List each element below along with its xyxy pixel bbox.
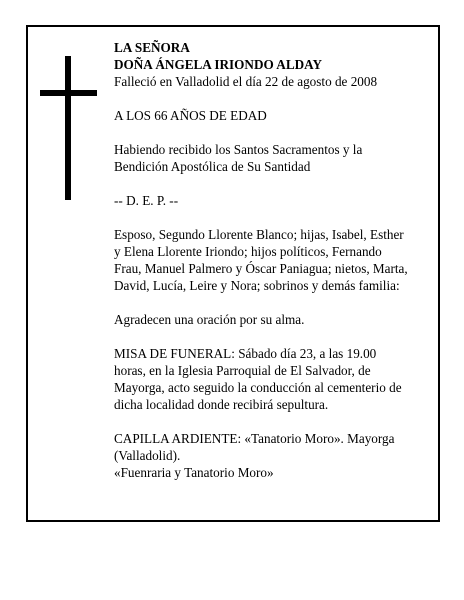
obituary-notice [26,25,440,522]
family-line-4: David, Lucía, Leire y Nora; sobrinos y demás familia: [114,278,400,293]
latin-cross-icon [40,56,97,200]
family-line-2: y Elena Llorente Iriondo; hijos políticos, Fernando [114,244,382,259]
rip-line: -- D. E. P. -- [114,193,179,208]
age-line: A LOS 66 AÑOS DE EDAD [114,108,267,123]
funeral-line-3: Mayorga, acto seguido la conducción al cementerio de [114,380,402,395]
spacer [114,90,420,107]
deceased-name: DOÑA ÁNGELA IRIONDO ALDAY [114,57,322,72]
sacraments-line-1: Habiendo recibido los Santos Sacramentos y la [114,142,363,157]
spacer [114,124,420,141]
cross-horizontal-bar [40,90,97,96]
funeral-line-1: MISA DE FUNERAL: Sábado día 23, a las 19.00 [114,346,377,361]
funeral-line-2: horas, en la Iglesia Parroquial de El Salvador, de [114,363,371,378]
sacraments-line-2: Bendición Apostólica de Su Santidad [114,159,311,174]
death-date-line: Falleció en Valladolid el día 22 de agosto de 2008 [114,74,378,89]
family-line-3: Frau, Manuel Palmero y Óscar Paniagua; nietos, Marta, [114,261,408,276]
funeral-line-4: dicha localidad donde recibirá sepultura. [114,397,329,412]
spacer [114,294,420,311]
cross-vertical-bar [65,56,71,200]
notice-text [114,39,420,481]
chapel-line-1: CAPILLA ARDIENTE: «Tanatorio Moro». Mayorga [114,431,395,446]
spacer [114,209,420,226]
spacer [114,175,420,192]
prayer-line: Agradecen una oración por su alma. [114,312,305,327]
chapel-line-2: (Valladolid). [114,448,181,463]
spacer [114,328,420,345]
chapel-line-3: «Fuenraria y Tanatorio Moro» [114,465,274,480]
spacer [114,413,420,430]
family-line-1: Esposo, Segundo Llorente Blanco; hijas, Isabel, Esther [114,227,404,242]
title-la-senora: LA SEÑORA [114,40,190,55]
